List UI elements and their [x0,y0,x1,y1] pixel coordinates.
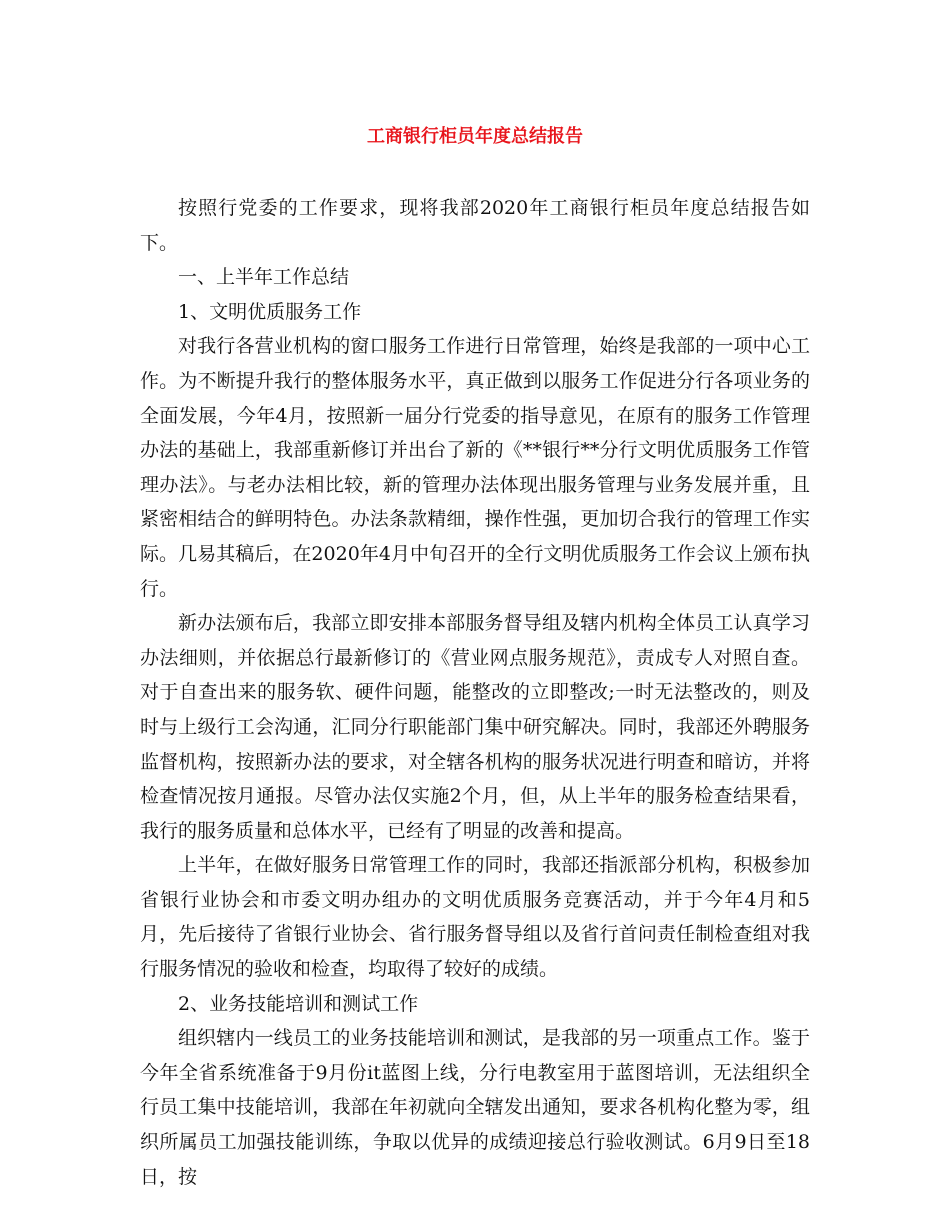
body-paragraph: 上半年，在做好服务日常管理工作的同时，我部还指派部分机构，积极参加省银行业协会和市委文明办组办的文明优质服务竞赛活动，并于今年4月和5月，先后接待了省银行业协会、省行服务督导组以及省行首问责任制检查组对我行服务情况的验收和检查，均取得了较好的成绩。 [140,854,810,981]
section-heading-first-half: 一、上半年工作总结 [178,266,350,289]
body-paragraph: 组织辖内一线员工的业务技能培训和测试，是我部的另一项重点工作。鉴于今年全省系统准备于9月份it蓝图上线，分行电教室用于蓝图培训，无法组织全行员工集中技能培训，我部在年初就向全辖发出通知，要求各机构化整为零，组织所属员工加强技能训练，争取以优异的成绩迎接总行验收测试。6月9日至18日，按 [140,1027,810,1188]
body-paragraph: 新办法颁布后，我部立即安排本部服务督导组及辖内机构全体员工认真学习办法细则，并依据总行最新修订的《营业网点服务规范》，责成专人对照自查。对于自查出来的服务软、硬件问题，能整改的立即整改;一时无法整改的，则及时与上级行工会沟通，汇同分行职能部门集中研究解决。同时，我部还外聘服务监督机构，按照新办法的要求，对全辖各机构的服务状况进行明查和暗访，并将检查情况按月通报。尽管办法仅实施2个月，但，从上半年的服务检查结果看，我行的服务质量和总体水平，已经有了明显的改善和提高。 [140,612,810,842]
document-body [140,191,810,1194]
subsection-heading-training: 2、业务技能培训和测试工作 [178,992,419,1015]
document-title: 工商银行柜员年度总结报告 [367,126,583,147]
intro-paragraph: 按照行党委的工作要求，现将我部2020年工商银行柜员年度总结报告如下。 [140,197,810,254]
body-paragraph: 对我行各营业机构的窗口服务工作进行日常管理，始终是我部的一项中心工作。为不断提升我行的整体服务水平，真正做到以服务工作促进分行各项业务的全面发展，今年4月，按照新一届分行党委的指导意见，在原有的服务工作管理办法的基础上，我部重新修订并出台了新的《**银行**分行文明优质服务工作管理办法》。与老办法相比较，新的管理办法体现出服务管理与业务发展并重，且紧密相结合的鲜明特色。办法条款精细，操作性强，更加切合我行的管理工作实际。几易其稿后，在2020年4月中旬召开的全行文明优质服务工作会议上颁布执行。 [140,335,810,600]
subsection-heading-service: 1、文明优质服务工作 [178,300,362,323]
